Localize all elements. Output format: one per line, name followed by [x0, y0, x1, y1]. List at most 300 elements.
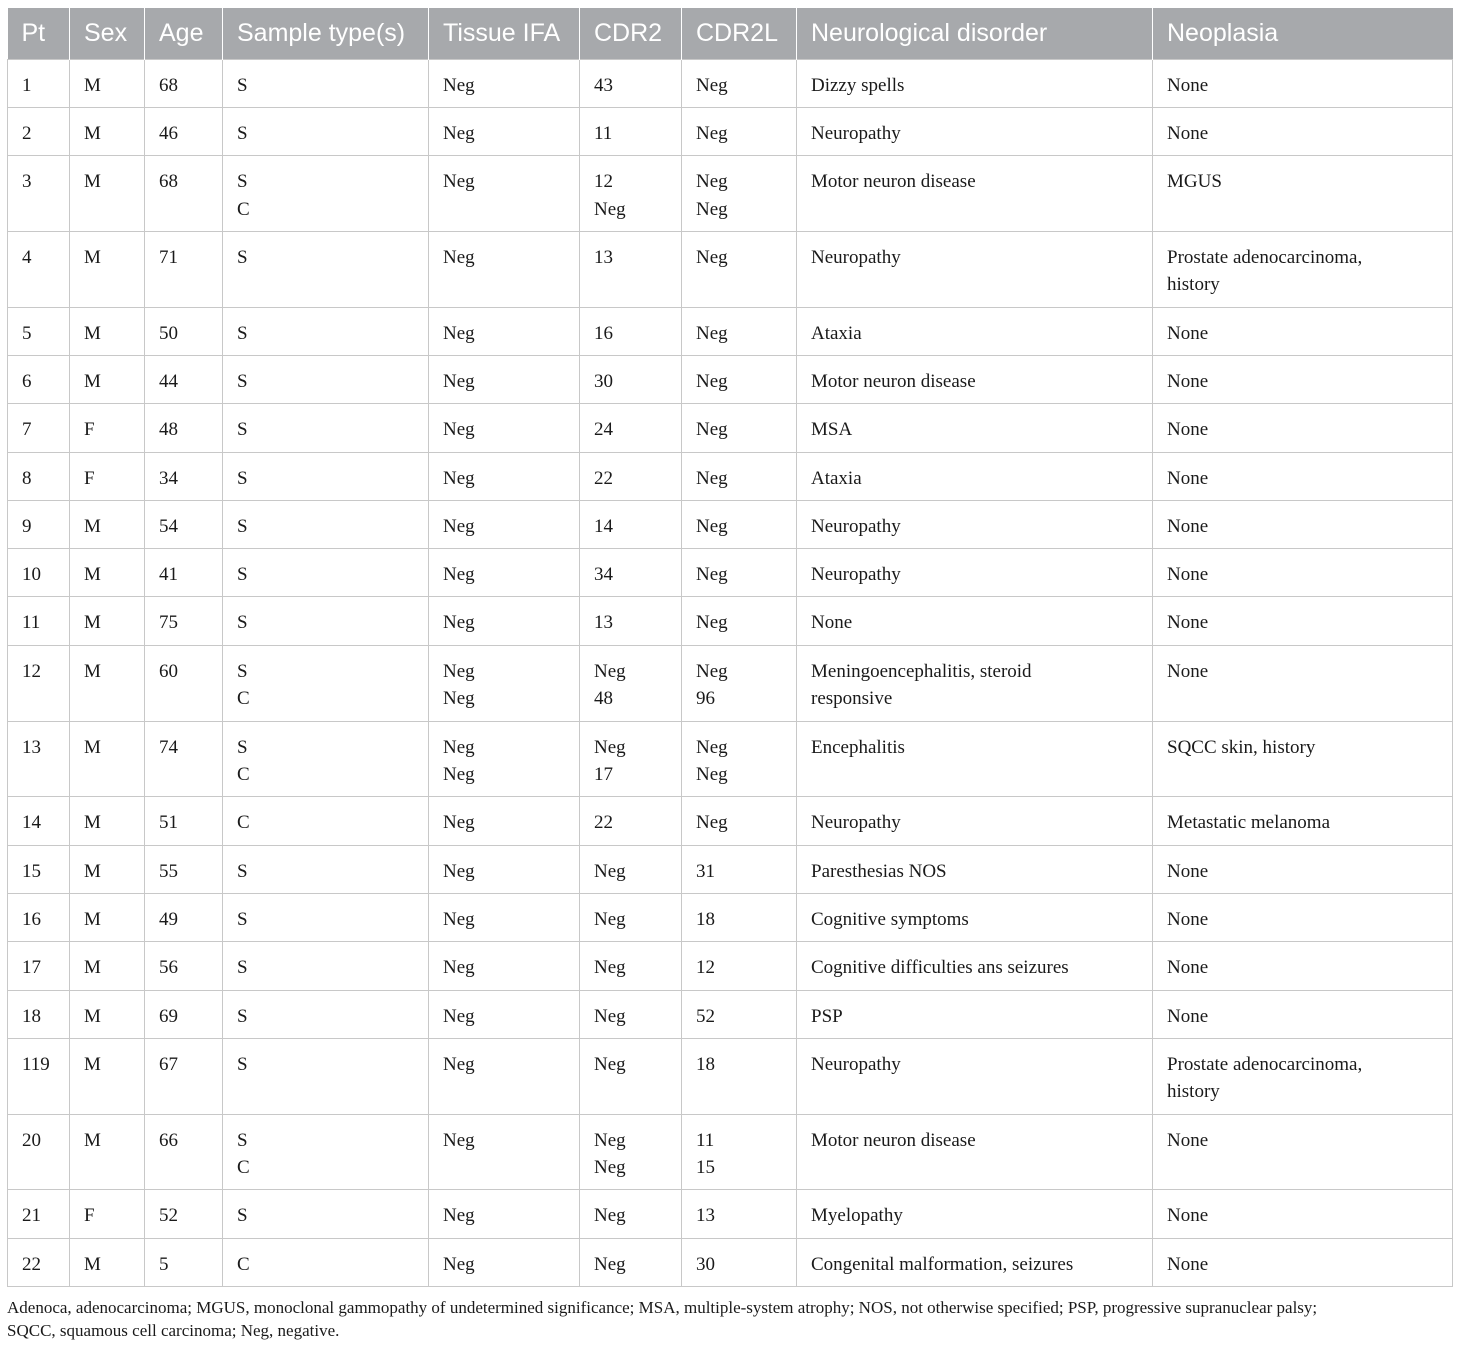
cell-sex — [70, 307, 145, 355]
cell-line: S — [237, 370, 248, 392]
cell-line: None — [1167, 515, 1209, 537]
cell-cdr2l — [682, 597, 797, 645]
cell-line: 60 — [159, 660, 178, 682]
cell-neurological-disorder — [797, 231, 1153, 307]
cell-line: Neg — [443, 246, 475, 268]
cell-sample-type — [223, 355, 429, 403]
cell-cdr2l — [682, 1238, 797, 1286]
cell-line: None — [1167, 564, 1209, 586]
cell-line: Metastatic melanoma — [1167, 812, 1331, 834]
cell-cdr2l — [682, 1114, 797, 1190]
cell-sample-type — [223, 156, 429, 232]
table-row — [8, 597, 1453, 645]
table-row — [8, 452, 1453, 500]
cell-line: Neg — [443, 764, 475, 786]
cell-sex — [70, 107, 145, 155]
cell-line: Neg — [696, 467, 728, 489]
cell-line: 24 — [594, 419, 613, 441]
cell-neurological-disorder — [797, 845, 1153, 893]
cell-cdr2 — [580, 231, 682, 307]
cell-neoplasia — [1153, 1038, 1453, 1114]
cell-neurological-disorder — [797, 59, 1153, 107]
cell-line: Neg — [696, 660, 728, 682]
cell-sample-type — [223, 942, 429, 990]
cell-line: M — [84, 736, 101, 758]
cell-line: MGUS — [1167, 171, 1222, 193]
cell-line: 66 — [159, 1129, 178, 1151]
cell-pt — [8, 797, 70, 845]
cell-line: Neg — [696, 74, 728, 96]
cell-pt — [8, 107, 70, 155]
header-pt: Pt — [8, 8, 70, 59]
cell-pt — [8, 942, 70, 990]
cell-cdr2l — [682, 107, 797, 155]
cell-line: S — [237, 612, 248, 634]
cell-line: Neg — [594, 1005, 626, 1027]
table-row — [8, 307, 1453, 355]
cell-line: 12 — [22, 660, 41, 682]
cell-neurological-disorder — [797, 1114, 1153, 1190]
cell-line: Neg — [696, 246, 728, 268]
cell-neurological-disorder — [797, 355, 1153, 403]
cell-line: 13 — [696, 1205, 715, 1227]
cell-neoplasia — [1153, 59, 1453, 107]
table-row — [8, 1038, 1453, 1114]
header-cdr2: CDR2 — [580, 8, 682, 59]
cell-sex — [70, 1190, 145, 1238]
cell-line: 16 — [594, 322, 613, 344]
cell-line: 96 — [696, 688, 715, 710]
cell-line: Neg — [443, 322, 475, 344]
header-neurological-disorder: Neurological disorder — [797, 8, 1153, 59]
cell-neoplasia — [1153, 231, 1453, 307]
cell-neurological-disorder — [797, 797, 1153, 845]
cell-age — [145, 597, 223, 645]
cell-line: Neg — [443, 419, 475, 441]
cell-sample-type — [223, 597, 429, 645]
cell-tissue-ifa — [429, 355, 580, 403]
cell-line: Neuropathy — [811, 812, 901, 834]
cell-tissue-ifa — [429, 721, 580, 797]
cell-cdr2 — [580, 500, 682, 548]
cell-neoplasia — [1153, 893, 1453, 941]
cell-line: 56 — [159, 957, 178, 979]
cell-line: 4 — [22, 246, 32, 268]
cell-line: Neg — [443, 467, 475, 489]
cell-line: Ataxia — [811, 322, 862, 344]
cell-line: S — [237, 1205, 248, 1227]
table-row — [8, 797, 1453, 845]
cell-line: M — [84, 812, 101, 834]
header-age: Age — [145, 8, 223, 59]
cell-line: 16 — [22, 908, 41, 930]
cell-line: 12 — [594, 171, 613, 193]
cell-line: 31 — [696, 860, 715, 882]
cell-line: 5 — [22, 322, 32, 344]
cell-sample-type — [223, 893, 429, 941]
cell-line: 30 — [696, 1253, 715, 1275]
cell-cdr2l — [682, 307, 797, 355]
cell-tissue-ifa — [429, 942, 580, 990]
cell-line: 48 — [594, 688, 613, 710]
cell-pt — [8, 645, 70, 721]
cell-sex — [70, 231, 145, 307]
cell-cdr2 — [580, 1238, 682, 1286]
cell-neurological-disorder — [797, 156, 1153, 232]
table-footnote — [7, 1296, 1457, 1342]
cell-sample-type — [223, 721, 429, 797]
cell-neoplasia — [1153, 845, 1453, 893]
cell-line: Neg — [594, 660, 626, 682]
cell-pt — [8, 1038, 70, 1114]
cell-line: 68 — [159, 74, 178, 96]
cell-line: MSA — [811, 419, 853, 441]
cell-pt — [8, 156, 70, 232]
cell-line: 52 — [696, 1005, 715, 1027]
cell-line: None — [1167, 908, 1209, 930]
cell-line: 54 — [159, 515, 178, 537]
cell-sex — [70, 893, 145, 941]
cell-line: 55 — [159, 860, 178, 882]
cell-cdr2l — [682, 797, 797, 845]
cell-tissue-ifa — [429, 404, 580, 452]
cell-line: history — [1167, 1081, 1220, 1103]
cell-neoplasia — [1153, 156, 1453, 232]
cell-line: Neg — [594, 860, 626, 882]
table-row — [8, 1114, 1453, 1190]
cell-cdr2 — [580, 549, 682, 597]
cell-line: Neg — [696, 370, 728, 392]
cell-line: Neg — [594, 1157, 626, 1179]
cell-line: M — [84, 1129, 101, 1151]
cell-line: Neg — [443, 688, 475, 710]
cell-sample-type — [223, 231, 429, 307]
table-row — [8, 645, 1453, 721]
cell-line: 3 — [22, 171, 32, 193]
cell-line: Neg — [696, 419, 728, 441]
cell-neoplasia — [1153, 721, 1453, 797]
cell-tissue-ifa — [429, 500, 580, 548]
cell-line: M — [84, 564, 101, 586]
cell-cdr2 — [580, 355, 682, 403]
cell-line: 21 — [22, 1205, 41, 1227]
cell-age — [145, 1190, 223, 1238]
cell-pt — [8, 59, 70, 107]
cell-pt — [8, 1190, 70, 1238]
cell-age — [145, 845, 223, 893]
table-body — [8, 59, 1453, 1287]
cell-line: None — [1167, 1129, 1209, 1151]
cell-line: Neg — [443, 812, 475, 834]
cell-sex — [70, 1114, 145, 1190]
cell-tissue-ifa — [429, 645, 580, 721]
cell-sample-type — [223, 307, 429, 355]
cell-cdr2 — [580, 452, 682, 500]
table-row — [8, 231, 1453, 307]
cell-line: 41 — [159, 564, 178, 586]
cell-line: None — [1167, 860, 1209, 882]
cell-line: S — [237, 122, 248, 144]
cell-line: 11 — [22, 612, 41, 634]
cell-line: 18 — [696, 908, 715, 930]
cell-line: Neg — [696, 198, 728, 220]
cell-line: 11 — [594, 122, 613, 144]
cell-sex — [70, 549, 145, 597]
header-cdr2l: CDR2L — [682, 8, 797, 59]
cell-tissue-ifa — [429, 452, 580, 500]
cell-line: M — [84, 908, 101, 930]
cell-line: Neg — [696, 612, 728, 634]
cell-line: 71 — [159, 246, 178, 268]
cell-cdr2 — [580, 845, 682, 893]
cell-line: Motor neuron disease — [811, 370, 976, 392]
cell-neurological-disorder — [797, 942, 1153, 990]
cell-line: 50 — [159, 322, 178, 344]
cell-sample-type — [223, 1190, 429, 1238]
cell-line: S — [237, 908, 248, 930]
cell-line: Neg — [696, 171, 728, 193]
table-row — [8, 942, 1453, 990]
cell-cdr2 — [580, 307, 682, 355]
cell-line: Paresthesias NOS — [811, 860, 947, 882]
cell-pt — [8, 307, 70, 355]
cell-age — [145, 893, 223, 941]
cell-pt — [8, 893, 70, 941]
cell-neurological-disorder — [797, 452, 1153, 500]
cell-line: M — [84, 860, 101, 882]
cell-tissue-ifa — [429, 845, 580, 893]
cell-line: Neg — [443, 1205, 475, 1227]
cell-line: None — [1167, 660, 1209, 682]
cell-line: None — [1167, 122, 1209, 144]
cell-cdr2 — [580, 597, 682, 645]
cell-line: M — [84, 246, 101, 268]
cell-line: Neg — [443, 74, 475, 96]
cell-line: C — [237, 1253, 250, 1275]
cell-line: M — [84, 515, 101, 537]
cell-sex — [70, 404, 145, 452]
cell-neoplasia — [1153, 1238, 1453, 1286]
cell-line: None — [1167, 467, 1209, 489]
cell-cdr2 — [580, 156, 682, 232]
cell-tissue-ifa — [429, 797, 580, 845]
cell-line: 15 — [22, 860, 41, 882]
cell-line: Neg — [443, 860, 475, 882]
table-row — [8, 500, 1453, 548]
cell-line: Neuropathy — [811, 246, 901, 268]
cell-age — [145, 1114, 223, 1190]
cell-tissue-ifa — [429, 990, 580, 1038]
cell-neurological-disorder — [797, 307, 1153, 355]
table-row — [8, 404, 1453, 452]
cell-sample-type — [223, 404, 429, 452]
cell-line: Ataxia — [811, 467, 862, 489]
cell-line: Prostate adenocarcinoma, — [1167, 246, 1363, 268]
cell-cdr2l — [682, 156, 797, 232]
cell-sample-type — [223, 645, 429, 721]
cell-line: Neuropathy — [811, 515, 901, 537]
cell-pt — [8, 549, 70, 597]
cell-line: 17 — [22, 957, 41, 979]
table-row — [8, 845, 1453, 893]
cell-neoplasia — [1153, 404, 1453, 452]
cell-cdr2l — [682, 893, 797, 941]
cell-line: Neg — [443, 515, 475, 537]
cell-line: Neg — [696, 812, 728, 834]
table-row — [8, 893, 1453, 941]
cell-line: M — [84, 957, 101, 979]
cell-tissue-ifa — [429, 59, 580, 107]
cell-neoplasia — [1153, 990, 1453, 1038]
cell-tissue-ifa — [429, 307, 580, 355]
cell-line: 119 — [22, 1053, 50, 1075]
cell-cdr2l — [682, 990, 797, 1038]
table-row — [8, 721, 1453, 797]
cell-line: 67 — [159, 1053, 178, 1075]
cell-line: 12 — [696, 957, 715, 979]
cell-line: Neg — [443, 171, 475, 193]
header-sample-types: Sample type(s) — [223, 8, 429, 59]
cell-neoplasia — [1153, 107, 1453, 155]
cell-neoplasia — [1153, 797, 1453, 845]
cell-line: M — [84, 122, 101, 144]
cell-cdr2l — [682, 355, 797, 403]
cell-cdr2l — [682, 231, 797, 307]
cell-sample-type — [223, 500, 429, 548]
cell-line: C — [237, 688, 250, 710]
cell-sample-type — [223, 845, 429, 893]
cell-line: Neg — [443, 1053, 475, 1075]
cell-line: M — [84, 612, 101, 634]
cell-line: M — [84, 74, 101, 96]
cell-line: Dizzy spells — [811, 74, 905, 96]
cell-line: Neg — [696, 322, 728, 344]
cell-sex — [70, 990, 145, 1038]
cell-cdr2l — [682, 1190, 797, 1238]
cell-tissue-ifa — [429, 1238, 580, 1286]
cell-neoplasia — [1153, 645, 1453, 721]
cell-line: Neg — [443, 1129, 475, 1151]
cell-line: 46 — [159, 122, 178, 144]
cell-line: 9 — [22, 515, 32, 537]
cell-pt — [8, 845, 70, 893]
cell-neurological-disorder — [797, 107, 1153, 155]
cell-line: S — [237, 419, 248, 441]
cell-line: Neg — [443, 660, 475, 682]
cell-line: Neg — [443, 612, 475, 634]
cell-line: None — [1167, 957, 1209, 979]
table-row — [8, 1190, 1453, 1238]
cell-line: Neuropathy — [811, 122, 901, 144]
cell-line: Cognitive difficulties ans seizures — [811, 957, 1069, 979]
cell-line: None — [1167, 1005, 1209, 1027]
cell-line: 34 — [594, 564, 613, 586]
cell-line: M — [84, 1005, 101, 1027]
cell-line: C — [237, 198, 250, 220]
cell-line: Myelopathy — [811, 1205, 903, 1227]
cell-age — [145, 355, 223, 403]
cell-cdr2l — [682, 845, 797, 893]
cell-cdr2 — [580, 404, 682, 452]
cell-age — [145, 107, 223, 155]
header-tissue-ifa: Tissue IFA — [429, 8, 580, 59]
cell-sex — [70, 156, 145, 232]
cell-neurological-disorder — [797, 500, 1153, 548]
table-row — [8, 549, 1453, 597]
cell-tissue-ifa — [429, 156, 580, 232]
cell-line: 74 — [159, 736, 178, 758]
cell-sample-type — [223, 452, 429, 500]
cell-neurological-disorder — [797, 1038, 1153, 1114]
cell-line: 13 — [594, 612, 613, 634]
cell-line: Encephalitis — [811, 736, 905, 758]
table-row — [8, 59, 1453, 107]
cell-age — [145, 452, 223, 500]
cell-line: S — [237, 246, 248, 268]
cell-line: F — [84, 467, 95, 489]
cell-line: Neuropathy — [811, 1053, 901, 1075]
cell-line: Neg — [696, 122, 728, 144]
cell-pt — [8, 597, 70, 645]
cell-neoplasia — [1153, 307, 1453, 355]
cell-cdr2l — [682, 1038, 797, 1114]
cell-cdr2 — [580, 59, 682, 107]
cell-neurological-disorder — [797, 721, 1153, 797]
cell-cdr2l — [682, 645, 797, 721]
cell-pt — [8, 990, 70, 1038]
cell-line: Cognitive symptoms — [811, 908, 969, 930]
cell-line: Neg — [443, 736, 475, 758]
cell-pt — [8, 721, 70, 797]
cell-line: Neg — [594, 1253, 626, 1275]
cell-line: S — [237, 1053, 248, 1075]
cell-line: C — [237, 1157, 250, 1179]
cell-line: 44 — [159, 370, 178, 392]
cell-sample-type — [223, 59, 429, 107]
cell-neoplasia — [1153, 500, 1453, 548]
cell-sample-type — [223, 107, 429, 155]
cell-line: S — [237, 467, 248, 489]
cell-sample-type — [223, 549, 429, 597]
cell-line: 22 — [594, 467, 613, 489]
cell-line: S — [237, 957, 248, 979]
cell-sex — [70, 797, 145, 845]
cell-cdr2 — [580, 893, 682, 941]
header-neoplasia: Neoplasia — [1153, 8, 1453, 59]
cell-sex — [70, 452, 145, 500]
cell-neoplasia — [1153, 452, 1453, 500]
cell-cdr2l — [682, 721, 797, 797]
cell-line: 51 — [159, 812, 178, 834]
cell-line: 5 — [159, 1253, 169, 1275]
cell-line: 18 — [22, 1005, 41, 1027]
cell-tissue-ifa — [429, 107, 580, 155]
cell-neoplasia — [1153, 1190, 1453, 1238]
cell-pt — [8, 1114, 70, 1190]
cell-line: 7 — [22, 419, 32, 441]
cell-line: Neg — [696, 764, 728, 786]
cell-line: M — [84, 171, 101, 193]
cell-line: Neg — [594, 908, 626, 930]
cell-line: 48 — [159, 419, 178, 441]
cell-line: 34 — [159, 467, 178, 489]
cell-tissue-ifa — [429, 549, 580, 597]
cell-line: M — [84, 370, 101, 392]
cell-line: 2 — [22, 122, 32, 144]
cell-line: 20 — [22, 1129, 41, 1151]
cell-line: Neg — [443, 370, 475, 392]
cell-sample-type — [223, 1038, 429, 1114]
